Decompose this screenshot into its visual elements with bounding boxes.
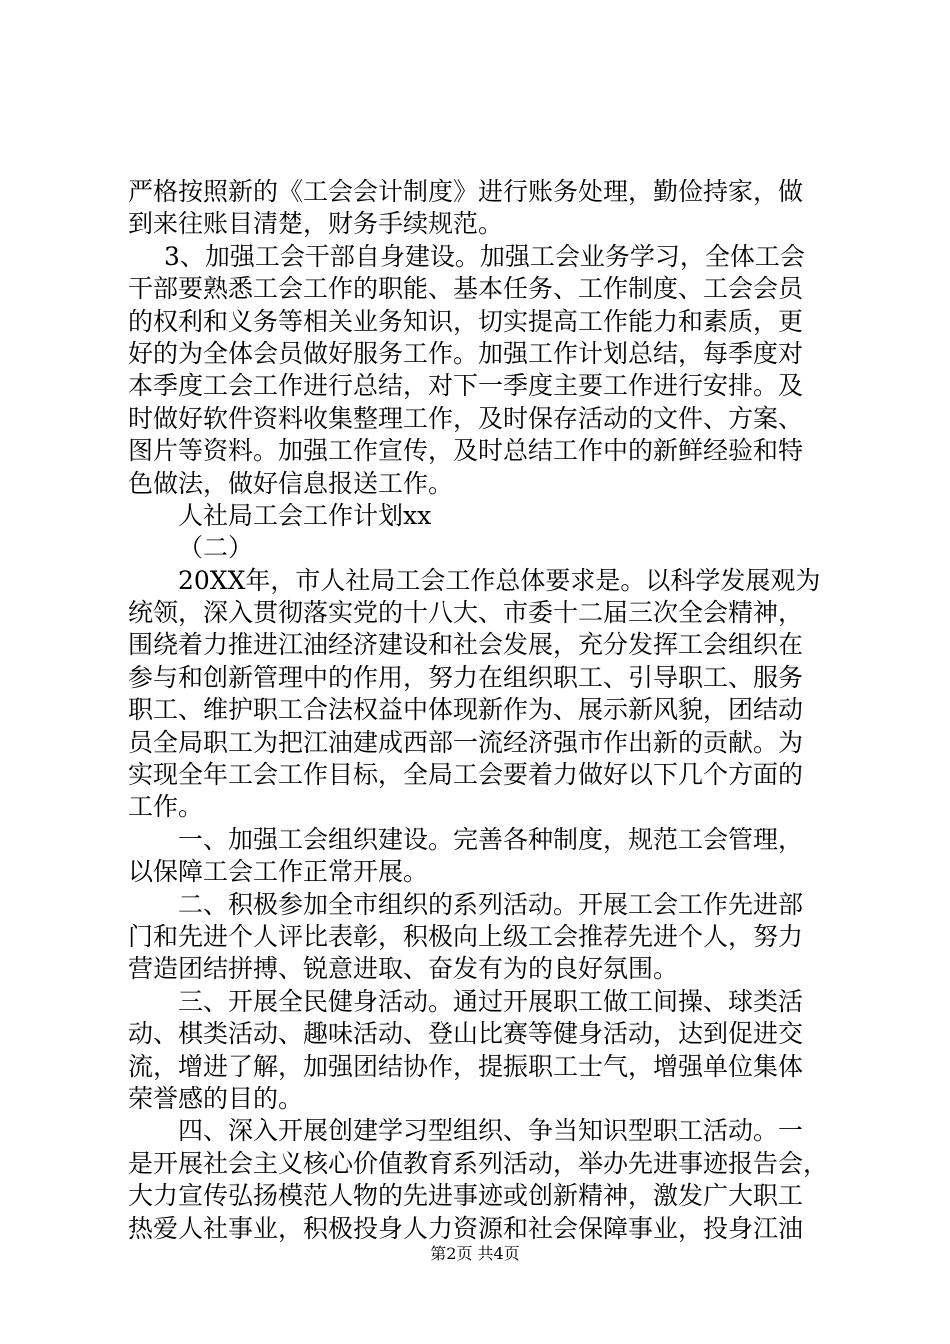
text-line: 四、深入开展创建学习型组织、争当知识型职工活动。一 [178, 1116, 804, 1146]
text-line: 工作。 [128, 792, 204, 822]
text-line: 动、棋类活动、趣味活动、登山比赛等健身活动，达到促进交 [128, 1019, 804, 1049]
text-line: 到来往账目清楚，财务手续规范。 [128, 209, 504, 239]
text-line: 围绕着力推进江油经济建设和社会发展，充分发挥工会组织在 [128, 630, 804, 660]
text-line: 干部要熟悉工会工作的职能、基本任务、工作制度、工会会员 [128, 274, 804, 304]
page-number: 第2页 共4页 [430, 1244, 520, 1263]
text-line: 热爱人社事业，积极投身人力资源和社会保障事业，投身江油 [128, 1213, 804, 1243]
text-line: 门和先进个人评比表彰，积极向上级工会推荐先进个人，努力 [128, 921, 804, 951]
text-line: 营造团结拼搏、锐意进取、奋发有为的良好氛围。 [128, 954, 679, 984]
text-line: 时做好软件资料收集整理工作，及时保存活动的文件、方案、 [128, 403, 804, 433]
text-line: 荣誉感的目的。 [128, 1083, 304, 1113]
text-line: 好的为全体会员做好服务工作。加强工作计划总结，每季度对 [128, 338, 804, 368]
text-line: 3、加强工会干部自身建设。加强工会业务学习，全体工会 [164, 241, 805, 271]
text-line: 员全局职工为把江油建成西部一流经济强市作出新的贡献。为 [128, 727, 804, 757]
text-line: 职工、维护职工合法权益中体现新作为、展示新风貌，团结动 [128, 695, 804, 725]
text-line: 统领，深入贯彻落实党的十八大、市委十二届三次全会精神， [128, 598, 804, 628]
section-title: 人社局工会工作计划xx [178, 500, 432, 530]
section-number: （二） [178, 533, 254, 563]
text-line: 色做法，做好信息报送工作。 [128, 468, 454, 498]
text-line: 大力宣传弘扬模范人物的先进事迹或创新精神，激发广大职工 [128, 1181, 804, 1211]
text-line: 一、加强工会组织建设。完善各种制度，规范工会管理， [178, 824, 804, 854]
text-line: 参与和创新管理中的作用，努力在组织职工、引导职工、服务 [128, 662, 804, 692]
text-line: 图片等资料。加强工作宣传，及时总结工作中的新鲜经验和特 [128, 436, 804, 466]
page-footer [0, 1244, 950, 1264]
text-line: 的权利和义务等相关业务知识，切实提高工作能力和素质，更 [128, 306, 804, 336]
text-line: 本季度工会工作进行总结，对下一季度主要工作进行安排。及 [128, 371, 804, 401]
text-line: 三、开展全民健身活动。通过开展职工做工间操、球类活 [178, 986, 804, 1016]
text-line: 是开展社会主义核心价值教育系列活动，举办先进事迹报告会， [128, 1148, 829, 1178]
text-line: 20XX年，市人社局工会工作总体要求是。以科学发展观为 [178, 565, 821, 595]
text-line: 以保障工会工作正常开展。 [128, 857, 429, 887]
text-line: 实现全年工会工作目标，全局工会要着力做好以下几个方面的 [128, 760, 804, 790]
text-line: 严格按照新的《工会会计制度》进行账务处理，勤俭持家，做 [128, 177, 804, 206]
text-line: 二、积极参加全市组织的系列活动。开展工会工作先进部 [178, 889, 804, 919]
text-line: 流，增进了解，加强团结协作，提振职工士气，增强单位集体 [128, 1051, 804, 1081]
document-body [128, 176, 828, 1245]
